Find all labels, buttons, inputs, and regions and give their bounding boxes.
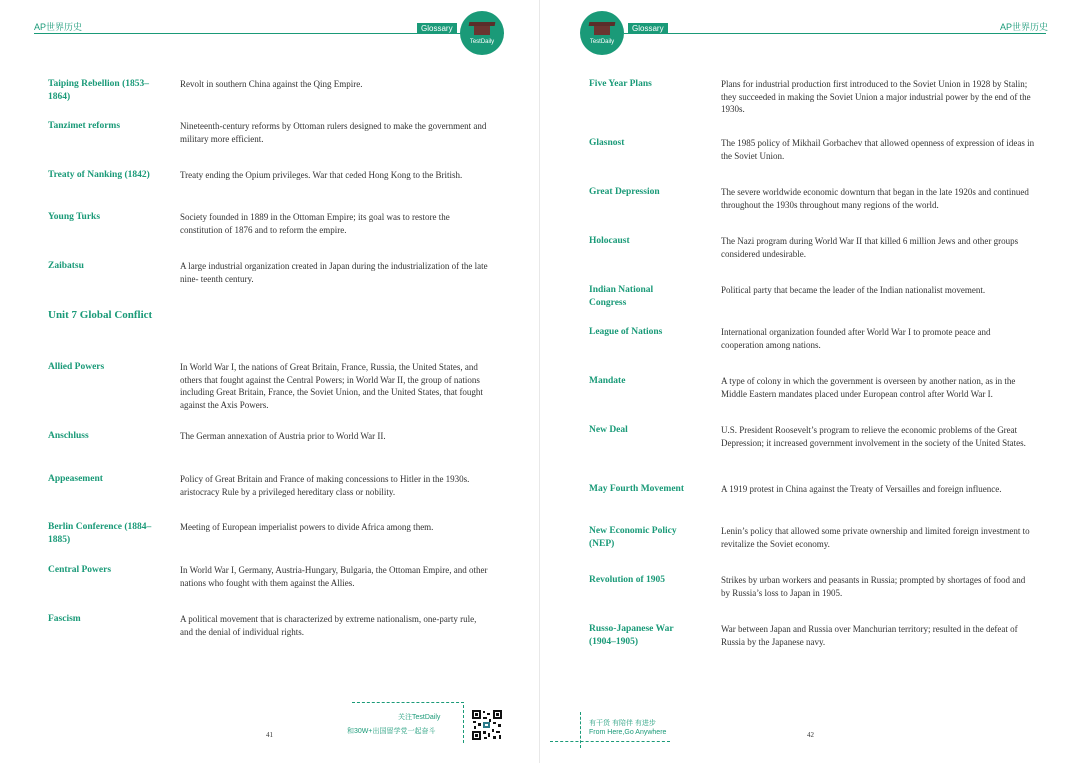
testdaily-logo-right [580,11,624,55]
glossary-term: Young Turks [48,212,101,222]
glossary-term: Fascism [48,614,81,624]
glossary-definition: A large industrial organization created in Japan during the industrialization of the late nine- teenth century. [180,261,488,284]
testdaily-logo-left [460,11,504,55]
glossary-term: May Fourth Movement [589,484,684,494]
glossary-tag-right: Glossary [628,23,668,34]
glossary-definition: Lenin’s policy that allowed some private ownership and limited foreign investment to revitalize the Soviet economy. [721,526,1030,549]
glossary-term: Holocaust [589,236,630,246]
page-number: 42 [807,731,814,739]
glossary-definition: Strikes by urban workers and peasants in Russia; prompted by shortages of food and by Russia’s loss to Japan in 1905. [721,575,1026,598]
unit-heading: Unit 7 Global Conflict [48,309,153,321]
glossary-definition: A 1919 protest in China against the Treaty of Versailles and foreign influence. [721,484,1002,494]
glossary-definition: In World War I, Germany, Austria-Hungary, Bulgaria, the Ottoman Empire, and other nations who fought with them against the Allies. [180,565,488,588]
glossary-definition: Nineteenth-century reforms by Ottoman rulers designed to make the government and military more efficient. [180,121,487,144]
footer-divider-vertical [580,712,581,748]
footer-divider [352,702,464,703]
footer-divider [550,741,670,742]
glossary-definition: The 1985 policy of Mikhail Gorbachev that allowed openness of expression of ideas in the Soviet Union. [721,138,1035,161]
glossary-term: Indian National Congress [589,285,654,308]
header-rule-right [624,33,1046,34]
footer-slogan-cn: 有干货 有陪伴 有进步 [589,720,656,727]
graduation-cap-base [594,26,610,35]
glossary-term: Five Year Plans [589,79,652,89]
footer-slogan-en: From Here,Go Anywhere [589,729,667,736]
glossary-term: New Deal [589,425,628,435]
glossary-definition: A political movement that is characterized by extreme nationalism, one-party rule, and the denial of individual rights. [180,614,477,637]
glossary-term: Russo-Japanese War (1904–1905) [589,624,674,647]
header-title-right: AP世界历史 [1000,22,1049,32]
glossary-term: Anschluss [48,431,89,441]
glossary-definition: A type of colony in which the government is overseen by another nation, as in the Middle Eastern mandates placed under European control after World War I. [721,376,1016,399]
glossary-definition: Plans for industrial production first introduced to the Soviet Union in 1928 by Stalin; they succeeded in making the Soviet Union a major industrial power by the end of the 1930s. [721,79,1031,114]
glossary-term: League of Nations [589,327,663,337]
glossary-tag-left: Glossary [417,23,457,34]
glossary-term: Tanzimet reforms [48,121,121,131]
glossary-definition: The Nazi program during World War II that killed 6 million Jews and other groups considered undesirable. [721,236,1019,259]
footer-follow-text: 关注TestDaily [398,714,441,721]
glossary-definition: The severe worldwide economic downturn that began in the late 1920s and continued throughout the 1930s throughout many regions of the world. [721,187,1029,210]
glossary-definition: Treaty ending the Opium privileges. War that ceded Hong Kong to the British. [180,170,463,180]
qr-code-icon [471,709,503,741]
glossary-definition: International organization founded after World War I to promote peace and cooperation among nations. [721,327,991,350]
qr-code[interactable] [471,709,503,741]
glossary-term: Treaty of Nanking (1842) [48,170,150,180]
footer-divider-vertical [463,705,464,743]
logo-text: TestDaily [469,39,495,45]
glossary-definition: Political party that became the leader of the Indian nationalist movement. [721,285,986,295]
glossary-definition: Revolt in southern China against the Qing Empire. [180,79,363,89]
graduation-cap-base [474,26,490,35]
footer-slogan: 和30W+出国留学党一起奋斗 [347,728,436,735]
glossary-term: Glasnost [589,138,625,148]
glossary-definition: Society founded in 1889 in the Ottoman Empire; its goal was to restore the constitution of 1876 and to reform the empire. [180,212,450,235]
glossary-term: Zaibatsu [48,261,84,271]
glossary-term: Taiping Rebellion (1853–1864) [48,79,150,102]
glossary-definition: Meeting of European imperialist powers to divide Africa among them. [180,522,434,532]
logo-text: TestDaily [589,39,615,45]
glossary-definition: U.S. President Roosevelt’s program to relieve the economic problems of the Great Depression; it increased government involvement in the society of the United States. [721,425,1026,448]
glossary-term: Appeasement [48,474,103,484]
glossary-term: Central Powers [48,565,112,575]
header-title-left: AP世界历史 [34,22,83,32]
glossary-definition: The German annexation of Austria prior to World War II. [180,431,386,441]
glossary-definition: Policy of Great Britain and France of making concessions to Hitler in the 1930s. aristocracy Rule by a privileged hereditary class or nobility. [180,474,470,497]
glossary-term: New Economic Policy (NEP) [589,526,677,549]
glossary-definition: In World War I, the nations of Great Britain, France, Russia, the United States, and others that fought against the Central Powers; in World War II, the group of nations including Great Britain, France, the Soviet Union, and the United States, that fought against the Axis Powers. [180,362,483,410]
glossary-definition: War between Japan and Russia over Manchurian territory; resulted in the defeat of Russia by the Japanese navy. [721,624,1018,647]
glossary-term: Allied Powers [48,362,105,372]
page-number: 41 [266,731,273,739]
right-page [540,0,1080,763]
glossary-term: Revolution of 1905 [589,575,665,585]
glossary-term: Berlin Conference (1884–1885) [48,522,152,545]
glossary-term: Mandate [589,376,626,386]
glossary-term: Great Depression [589,187,660,197]
